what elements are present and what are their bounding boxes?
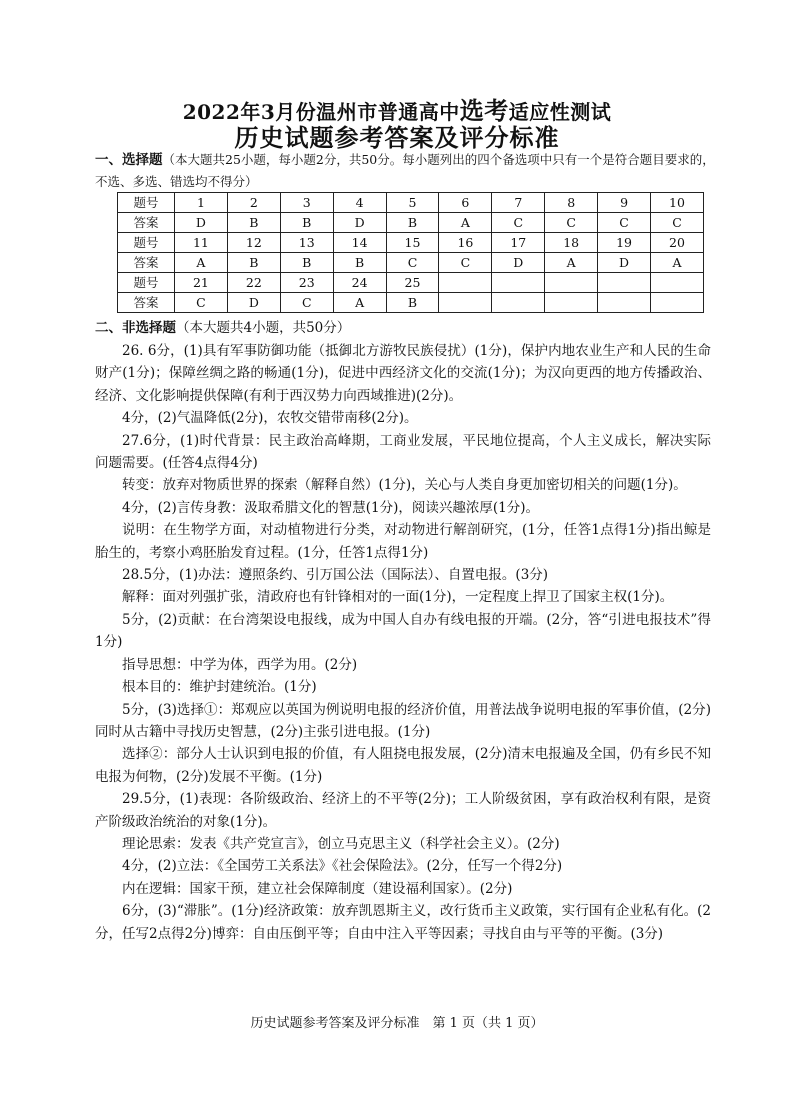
paragraph: 5分，(2)贡献：在台湾架设电报线，成为中国人自办有线电报的开端。(2分，答“引进电报技术”得1分) [95,611,711,651]
table-cell: D [175,213,228,233]
paragraph: 内在逻辑：国家干预，建立社会保障制度（建设福利国家）。(2分) [122,880,513,897]
table-cell: 22 [227,273,280,293]
table-row [118,253,704,273]
paragraph: 4分，(2)言传身教：汲取希腊文化的智慧(1分)，阅读兴趣浓厚(1分)。 [122,499,539,516]
table-cell [545,273,598,293]
table-cell: A [439,213,492,233]
table-cell: 9 [598,193,651,213]
table-cell: B [386,213,439,233]
table-cell [651,273,704,293]
table-cell: C [492,213,545,233]
table-cell [492,273,545,293]
table-cell: B [227,253,280,273]
section1-heading: 一、选择题 [95,152,163,168]
table-cell: 19 [598,233,651,253]
paragraph: 说明：在生物学方面，对动植物进行分类，对动物进行解剖研究，(1分，任答1点得1分)指出鲸是胎生的，考察小鸡胚胎发育过程。(1分，任答1点得1分) [95,522,711,561]
table-cell: 23 [280,273,333,293]
table-cell: 21 [175,273,228,293]
section1-header [95,149,715,193]
paragraph: 选择②：部分人士认识到电报的价值，有人阻挠电报发展，(2分)清末电报遍及全国，仍有乡民不知电报为何物，(2分)发展不平衡。(1分) [95,746,711,785]
title-part2: 选考 [459,96,509,125]
table-cell: 10 [651,193,704,213]
table-cell: C [545,213,598,233]
table-cell: 3 [280,193,333,213]
table-row [118,273,704,293]
table-cell: C [598,213,651,233]
table-cell: A [175,253,228,273]
table-row [118,233,704,253]
section1-note: （本大题共25小题，每小题2分，共50分。每小题列出的四个备选项中只有一个是符合题目要求的，不选、多选、错选均不得分） [95,152,715,189]
table-cell: 1 [175,193,228,213]
paragraph: 理论思索：发表《共产党宣言》，创立马克思主义（科学社会主义）。(2分) [122,835,560,852]
table-cell: 14 [333,233,386,253]
table-cell [545,293,598,313]
section2-note: （本大题共4小题，共50分） [176,320,351,336]
paragraph: 根本目的：维护封建统治。(1分) [122,679,317,696]
table-cell: 15 [386,233,439,253]
row-label: 答案 [118,213,175,233]
table-cell: C [439,253,492,273]
table-cell: 13 [280,233,333,253]
table-cell: 16 [439,233,492,253]
table-cell: 2 [227,193,280,213]
table-cell: 17 [492,233,545,253]
title-part3: 适应性测试 [508,100,612,124]
table-cell: A [545,253,598,273]
page-footer: 历史试题参考答案及评分标准 第 1 页（共 1 页） [250,1016,544,1031]
table-cell [651,293,704,313]
table-cell: B [227,213,280,233]
table-cell: B [333,253,386,273]
section2-heading: 二、非选择题 [95,320,176,336]
table-cell: D [598,253,651,273]
table-cell: 18 [545,233,598,253]
table-cell: C [386,253,439,273]
table-cell: 20 [651,233,704,253]
table-cell [492,293,545,313]
paragraph: 转变：放弃对物质世界的探索（解释自然）(1分)，关心与人类自身更加密切相关的问题(1分)。 [122,477,687,494]
table-cell: D [333,213,386,233]
table-cell: C [651,213,704,233]
table-cell [598,273,651,293]
table-cell: B [386,293,439,313]
table-cell [598,293,651,313]
paragraph: 26. 6分，(1)具有军事防御功能（抵御北方游牧民族侵扰）(1分)，保护内地农业生产和人民的生命财产(1分)；保障丝绸之路的畅通(1分)，促进中西经济文化的交流(1分)；为汉向更西的地方传播政治、经济、文化影响提供保障(有利于西汉势力向西域推进)(2分)。 [95,343,711,404]
row-label: 题号 [118,233,175,253]
row-label: 题号 [118,273,175,293]
table-cell [439,273,492,293]
table-cell: C [280,293,333,313]
table-row [118,193,704,213]
table-cell: 6 [439,193,492,213]
row-label: 题号 [118,193,175,213]
paragraph: 4分，(2)气温降低(2分)，农牧交错带南移(2分)。 [122,410,418,427]
table-row [118,213,704,233]
paragraph: 解释：面对列强扩张，清政府也有针锋相对的一面(1分)，一定程度上捍卫了国家主权(1分)。 [122,589,674,606]
paragraph: 27.6分，(1)时代背景：民主政治高峰期，工商业发展，平民地位提高，个人主义成长，解决实际问题需要。(任答4点得4分) [95,432,711,472]
table-row [118,293,704,313]
paragraph: 5分，(3)选择①：郑观应以英国为例说明电报的经济价值，用普法战争说明电报的军事价值，(2分)同时从古籍中寻找历史智慧，(2分)主张引进电报。(1分) [95,701,711,740]
table-cell: 4 [333,193,386,213]
title-part1: 2022年3月份温州市普通高中 [182,100,460,124]
table-cell: D [492,253,545,273]
table-cell: 11 [175,233,228,253]
paragraph: 6分，(3)“滞胀”。(1分)经济政策：放弃凯恩斯主义，改行货币主义政策，实行国有企业私有化。(2分，任写2点得2分)博弈：自由压倒平等；自由中注入平等因素；寻找自由与平等的平衡。(3分) [95,903,711,942]
paragraph: 28.5分，(1)办法：遵照条约、引万国公法（国际法）、自置电报。(3分) [122,567,549,584]
paragraph: 29.5分，(1)表现：各阶级政治、经济上的不平等(2分)；工人阶级贫困，享有政治权利有限，是资产阶级政治统治的对象(1分)。 [95,791,711,830]
table-cell: 5 [386,193,439,213]
table-cell: C [175,293,228,313]
table-cell: D [227,293,280,313]
table-cell [439,293,492,313]
table-cell: 24 [333,273,386,293]
table-cell: B [280,213,333,233]
table-cell: A [333,293,386,313]
table-cell: 8 [545,193,598,213]
answer-table [117,192,704,313]
paragraph: 4分，(2)立法：《全国劳工关系法》《社会保险法》。(2分，任写一个得2分) [122,858,563,875]
table-cell: B [280,253,333,273]
row-label: 答案 [118,293,175,313]
page-subtitle: 历史试题参考答案及评分标准 [234,123,560,152]
table-cell: 7 [492,193,545,213]
paragraph: 指导思想：中学为体，西学为用。(2分) [122,656,358,673]
answer-body [95,340,711,945]
row-label: 答案 [118,253,175,273]
table-cell: 12 [227,233,280,253]
table-cell: 25 [386,273,439,293]
section2-header [95,316,350,336]
table-cell: A [651,253,704,273]
